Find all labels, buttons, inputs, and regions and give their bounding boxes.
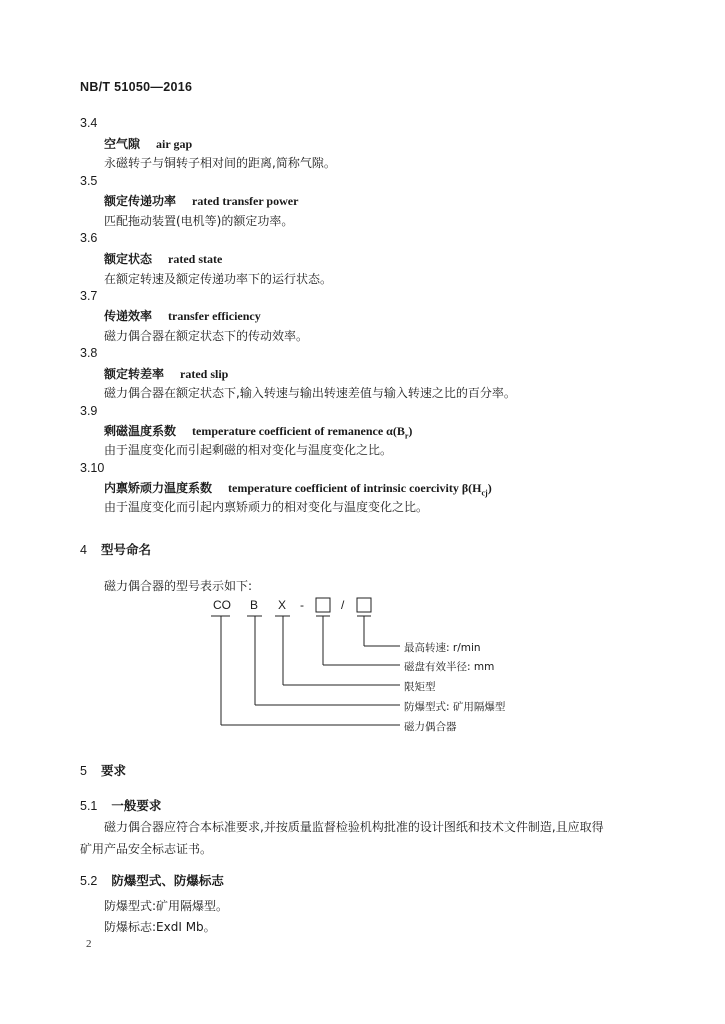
term-en-text: temperature coefficient of remanence α(B <box>192 424 405 438</box>
label-explosion-proof: 防爆型式: 矿用隔爆型 <box>404 701 506 713</box>
section-heading-5 <box>80 761 126 779</box>
term-en: rated transfer power <box>192 194 299 208</box>
term-definition: 永磁转子与铜转子相对间的距离,简称气隙。 <box>104 156 336 170</box>
term-en-tail: ) <box>408 424 413 438</box>
term-number: 3.7 <box>80 289 98 303</box>
term-en: air gap <box>156 137 193 151</box>
section-title: 型号命名 <box>100 542 151 557</box>
standard-code: NB/T 51050—2016 <box>80 80 193 94</box>
code-x: X <box>278 598 287 612</box>
term-definition: 由于温度变化而引起内禀矫顽力的相对变化与温度变化之比。 <box>104 500 429 514</box>
speed-box <box>357 598 371 612</box>
term-cn: 空气隙 <box>104 137 141 151</box>
term-en: transfer efficiency <box>168 309 261 323</box>
term-number: 3.9 <box>80 404 98 418</box>
section-title: 一般要求 <box>111 798 162 813</box>
term-number: 3.4 <box>80 116 98 130</box>
page-number: 2 <box>86 938 92 950</box>
term-number: 3.10 <box>80 461 105 475</box>
section-heading-5-1 <box>80 796 161 814</box>
term-definition: 在额定转速及额定传递功率下的运行状态。 <box>104 272 333 286</box>
code-dash: - <box>300 598 304 612</box>
code-slash: / <box>341 598 345 612</box>
term-cn: 传递效率 <box>104 309 153 323</box>
term-cn: 内禀矫顽力温度系数 <box>104 481 213 495</box>
section-number: 5.1 <box>80 799 98 813</box>
label-max-speed: 最高转速: r/min <box>404 642 481 654</box>
term-en: rated state <box>168 252 223 266</box>
term-number: 3.5 <box>80 174 98 188</box>
term-en-tail: ) <box>487 481 492 495</box>
term-number: 3.6 <box>80 231 98 245</box>
term-cn: 额定状态 <box>104 252 153 266</box>
label-torque-limited: 限矩型 <box>404 681 436 693</box>
code-co: CO <box>213 598 231 612</box>
section-number: 5 <box>80 764 87 778</box>
section-number: 4 <box>80 543 87 557</box>
term-en: rated slip <box>180 367 229 381</box>
label-coupler: 磁力偶合器 <box>404 721 457 733</box>
section-number: 5.2 <box>80 874 98 888</box>
radius-box <box>316 598 330 612</box>
label-disk-radius: 磁盘有效半径: mm <box>404 661 495 673</box>
section-title: 防爆型式、防爆标志 <box>111 873 224 888</box>
term-cn: 剩磁温度系数 <box>104 424 177 438</box>
term-definition: 由于温度变化而引起剩磁的相对变化与温度变化之比。 <box>104 443 393 457</box>
term-definition: 磁力偶合器在额定状态下,输入转速与输出转速差值与输入转速之比的百分率。 <box>104 386 516 400</box>
section-title: 要求 <box>100 763 126 778</box>
term-en-subscript: cj <box>481 488 488 498</box>
term-cn: 额定转差率 <box>104 367 165 381</box>
term-definition: 磁力偶合器在额定状态下的传动效率。 <box>104 329 309 343</box>
section-intro: 磁力偶合器的型号表示如下: <box>104 579 253 593</box>
term-definition: 匹配拖动装置(电机等)的额定功率。 <box>104 214 294 228</box>
section-heading-5-2 <box>80 871 224 889</box>
code-b: B <box>250 598 259 612</box>
paragraph-line: 磁力偶合器应符合本标准要求,并按质量监督检验机构批准的设计图纸和技术文件制造,且应取得 <box>104 820 604 834</box>
term-number: 3.8 <box>80 346 98 360</box>
paragraph-line: 矿用产品安全标志证书。 <box>80 842 213 856</box>
paragraph-line: 防爆标志:ExdI Mb。 <box>104 920 216 934</box>
term-cn: 额定传递功率 <box>104 194 177 208</box>
term-en-text: temperature coefficient of intrinsic coercivity β(H <box>228 481 482 495</box>
term-en-subscript: r <box>404 431 409 441</box>
paragraph-line: 防爆型式:矿用隔爆型。 <box>104 899 229 913</box>
